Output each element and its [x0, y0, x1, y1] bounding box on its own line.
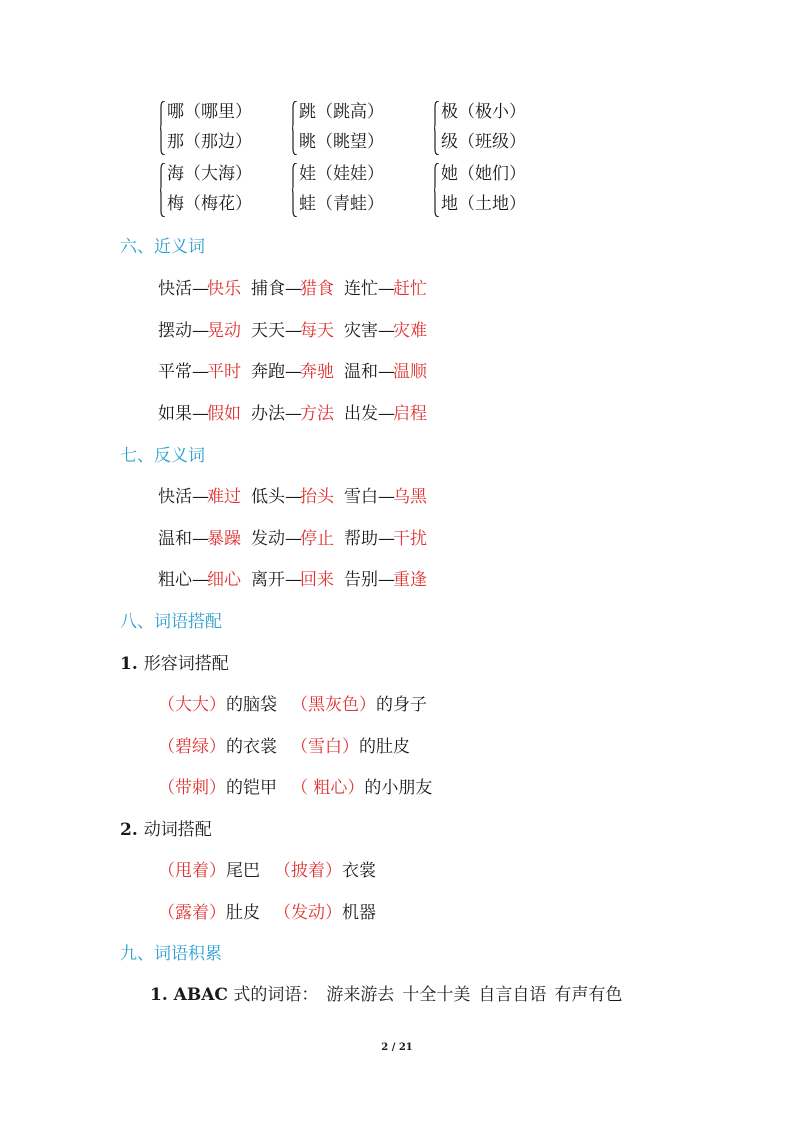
pair-group	[292, 160, 422, 220]
word-pair	[158, 524, 241, 549]
subheading-adjective	[120, 649, 229, 674]
dash: —	[378, 528, 393, 549]
word: 雪白	[344, 487, 378, 507]
paren-close: ）	[347, 778, 365, 798]
pair-group	[434, 98, 564, 158]
word-pair	[158, 482, 241, 507]
collocation-text: 机器	[342, 902, 376, 923]
paren-close: ）	[325, 861, 342, 881]
abac-words-line	[150, 980, 622, 1005]
subheading-number: 2.	[120, 820, 138, 840]
collocation-text: 的铠甲	[226, 778, 277, 798]
answer-word: 抬头	[300, 487, 334, 507]
paren-close: ）	[209, 736, 226, 757]
word: 捕食	[251, 279, 285, 299]
paren-open: （	[158, 902, 175, 923]
pair-word: 哪（哪里）	[167, 102, 252, 122]
subheading-title: 动词搭配	[143, 820, 212, 840]
word: 温和	[158, 528, 192, 549]
answer-word: 大大	[175, 695, 209, 715]
collocation	[291, 732, 410, 757]
pair-group	[292, 98, 422, 158]
dash: —	[285, 528, 300, 549]
answer-word: 每天	[300, 320, 334, 341]
pair-word: 梅（梅花）	[167, 194, 252, 214]
paren-open: （	[291, 778, 314, 798]
paren-open: （	[158, 861, 175, 881]
collocation-text: 的脑袋	[226, 695, 277, 715]
answer-word: 难过	[207, 487, 241, 507]
collocation	[158, 856, 260, 881]
brace-icon	[434, 101, 440, 155]
brace-icon	[292, 163, 298, 217]
word-pair-row	[158, 274, 437, 299]
page-number: 2 / 21	[381, 1042, 413, 1053]
brace-icon	[292, 101, 298, 155]
brace-icon	[160, 163, 166, 217]
paren-close: ）	[209, 902, 226, 923]
word: 发动	[251, 528, 285, 549]
pair-word: 她（她们）	[441, 164, 526, 184]
collocation-row	[158, 690, 441, 715]
dash: —	[378, 487, 393, 507]
subheading-verb	[120, 815, 212, 840]
abac-label: 式的词语：	[227, 985, 319, 1005]
pair-word: 娃（娃娃）	[299, 164, 384, 184]
pair-group	[160, 160, 290, 220]
word: 灾害	[344, 320, 378, 341]
dash: —	[378, 362, 393, 382]
section-heading-synonyms: 六、近义词	[120, 237, 205, 257]
pair-word: 眺（眺望）	[299, 132, 384, 152]
collocation	[158, 732, 277, 757]
dash: —	[285, 279, 300, 299]
paren-open: （	[274, 861, 291, 881]
collocation	[158, 773, 277, 798]
word-pair	[251, 482, 334, 507]
pair-group	[160, 98, 290, 158]
word: 低头	[251, 487, 285, 507]
paren-open: （	[274, 902, 291, 923]
collocation-row	[158, 732, 424, 757]
abac-word: 自言自语	[478, 985, 547, 1005]
dash: —	[192, 528, 207, 549]
dash: —	[378, 320, 393, 341]
paren-close: ）	[209, 778, 226, 798]
collocation-row	[158, 773, 446, 798]
pair-word: 极（极小）	[441, 102, 526, 122]
word-pair	[344, 357, 427, 382]
abac-word: 游来游去	[326, 985, 395, 1005]
dash: —	[285, 570, 300, 590]
dash: —	[192, 320, 207, 341]
paren-open: （	[158, 778, 175, 798]
word-pair-row	[158, 524, 437, 549]
collocation-row	[158, 856, 390, 881]
word: 温和	[344, 362, 378, 382]
word-pair	[344, 316, 427, 341]
word-pair	[251, 524, 334, 549]
paren-close: ）	[359, 695, 376, 715]
word: 奔跑	[251, 362, 285, 382]
answer-word: 黑灰色	[308, 695, 359, 715]
dash: —	[285, 487, 300, 507]
dash: —	[378, 570, 393, 590]
word: 快活	[158, 279, 192, 299]
word: 如果	[158, 403, 192, 424]
answer-word: 平时	[207, 362, 241, 382]
word-pair	[344, 399, 427, 424]
abac-label-number: 1. ABAC	[150, 985, 228, 1005]
word-pair-row	[158, 316, 437, 341]
word: 告别	[344, 570, 378, 590]
answer-word: 乌黑	[393, 487, 427, 507]
brace-icon	[434, 163, 440, 217]
answer-word: 干扰	[393, 528, 427, 549]
dash: —	[192, 570, 207, 590]
subheading-number: 1.	[120, 654, 138, 674]
word: 平常	[158, 362, 192, 382]
pair-word: 跳（跳高）	[299, 102, 384, 122]
word-pair	[344, 524, 427, 549]
collocation-text: 的衣裳	[226, 736, 277, 757]
word: 天天	[251, 320, 285, 341]
pair-word: 蛙（青蛙）	[299, 194, 384, 214]
word: 快活	[158, 487, 192, 507]
collocation	[158, 898, 260, 923]
collocation-text: 衣裳	[342, 861, 376, 881]
collocation-text: 的小朋友	[364, 778, 433, 798]
word-pair	[251, 565, 334, 590]
word: 连忙	[344, 279, 378, 299]
collocation	[274, 856, 376, 881]
dash: —	[378, 279, 393, 299]
answer-word: 停止	[300, 528, 334, 549]
pair-group	[434, 160, 564, 220]
word-pair	[251, 316, 334, 341]
paren-close: ）	[325, 902, 342, 923]
word-pair	[344, 565, 427, 590]
answer-word: 粗心	[313, 778, 348, 798]
answer-word: 露着	[175, 902, 209, 923]
answer-word: 细心	[207, 570, 241, 590]
answer-word: 快乐	[207, 279, 241, 299]
answer-word: 披着	[291, 861, 325, 881]
dash: —	[285, 362, 300, 382]
collocation-row	[158, 898, 390, 923]
answer-word: 暴躁	[207, 528, 241, 549]
subheading-title: 形容词搭配	[143, 654, 229, 674]
paren-close: ）	[342, 736, 359, 757]
answer-word: 赶忙	[393, 279, 427, 299]
answer-word: 温顺	[393, 362, 427, 382]
answer-word: 带刺	[175, 778, 209, 798]
abac-word: 有声有色	[554, 985, 623, 1005]
answer-word: 启程	[393, 403, 427, 424]
pair-word: 级（班级）	[441, 132, 526, 152]
answer-word: 发动	[291, 902, 325, 923]
word-pair	[344, 274, 427, 299]
collocation-text: 的肚皮	[359, 736, 410, 757]
word-pair	[158, 357, 241, 382]
pair-row	[160, 98, 580, 160]
word-pair	[251, 357, 334, 382]
section-heading-antonyms: 七、反义词	[120, 446, 205, 466]
paren-close: ）	[209, 861, 226, 881]
pair-row	[160, 160, 580, 224]
dash: —	[192, 279, 207, 299]
word-pair	[344, 482, 427, 507]
word-pair-row	[158, 357, 437, 382]
collocation-text: 的身子	[376, 695, 427, 715]
answer-word: 甩着	[175, 861, 209, 881]
pair-word: 海（大海）	[167, 164, 252, 184]
word: 粗心	[158, 570, 192, 590]
answer-word: 猎食	[300, 279, 334, 299]
dash: —	[285, 320, 300, 341]
paren-open: （	[291, 736, 308, 757]
answer-word: 雪白	[308, 736, 342, 757]
pair-word: 那（那边）	[167, 132, 252, 152]
paren-open: （	[158, 695, 175, 715]
answer-word: 奔驰	[300, 362, 334, 382]
answer-word: 方法	[300, 403, 334, 424]
paren-open: （	[291, 695, 308, 715]
dash: —	[192, 487, 207, 507]
dash: —	[192, 403, 207, 424]
answer-word: 灾难	[393, 320, 427, 341]
answer-word: 碧绿	[175, 736, 209, 757]
paren-open: （	[158, 736, 175, 757]
answer-word: 重逢	[393, 570, 427, 590]
word-pair	[158, 274, 241, 299]
abac-word: 十全十美	[402, 985, 471, 1005]
dash: —	[192, 362, 207, 382]
word: 办法	[251, 403, 285, 424]
dash: —	[285, 403, 300, 424]
collocation-text: 肚皮	[226, 902, 260, 923]
pair-word: 地（土地）	[441, 194, 526, 214]
answer-word: 回来	[300, 570, 334, 590]
word-pair-row	[158, 565, 437, 590]
collocation-text: 尾巴	[226, 861, 260, 881]
collocation	[291, 690, 427, 715]
collocation	[291, 773, 432, 798]
word-pair	[251, 399, 334, 424]
collocation	[158, 690, 277, 715]
word-pair	[158, 316, 241, 341]
dash: —	[378, 403, 393, 424]
word-pair	[251, 274, 334, 299]
word-pair-row	[158, 482, 437, 507]
collocation	[274, 898, 376, 923]
word-pair	[158, 565, 241, 590]
character-pairs	[160, 98, 580, 224]
word: 出发	[344, 403, 378, 424]
word: 帮助	[344, 528, 378, 549]
section-heading-accumulation: 九、词语积累	[120, 944, 222, 964]
brace-icon	[160, 101, 166, 155]
word-pair-row	[158, 399, 437, 424]
section-heading-collocations: 八、词语搭配	[120, 612, 222, 632]
word: 摆动	[158, 320, 192, 341]
paren-close: ）	[209, 695, 226, 715]
answer-word: 假如	[207, 403, 241, 424]
word: 离开	[251, 570, 285, 590]
answer-word: 晃动	[207, 320, 241, 341]
word-pair	[158, 399, 241, 424]
